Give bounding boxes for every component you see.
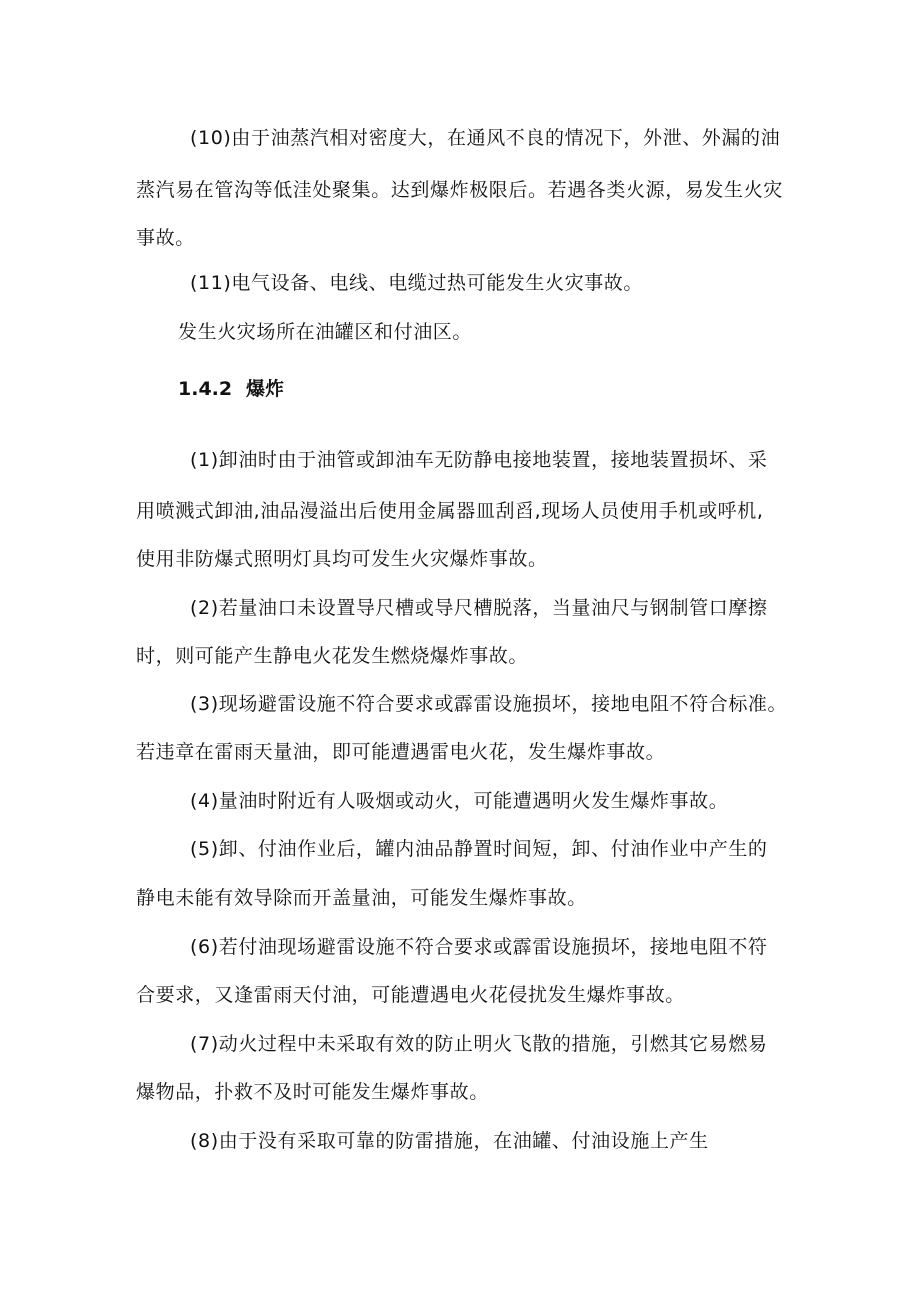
paragraph-10-line-2: 蒸汽易在管沟等低洼处聚集。达到爆炸极限后。若遇各类火源，易发生火灾 [136,179,783,201]
item-5-line-2: 静电未能有效导除而开盖量油，可能发生爆炸事故。 [136,887,587,909]
fire-location-line-1: 发生火灾场所在油罐区和付油区。 [178,321,473,343]
item-8-line-1: (8)由于没有采取可靠的防雷措施，在油罐、付油设施上产生 [190,1130,709,1152]
item-6-line-1: (6)若付油现场避雷设施不符合要求或霹雷设施损坏，接地电阻不符 [190,936,768,958]
section-title: 爆炸 [246,378,285,400]
item-7-line-1: (7)动火过程中未采取有效的防止明火飞散的措施，引燃其它易燃易 [190,1033,768,1055]
item-3-line-1: (3)现场避雷设施不符合要求或霹雷设施损坏，接地电阻不符合标准。 [190,693,788,715]
item-1-line-2: 用喷溅式卸油,油品漫溢出后使用金属器皿刮舀,现场人员使用手机或呼机, [136,500,764,522]
item-4-line-1: (4)量油时附近有人吸烟或动火，可能遭遇明火发生爆炸事故。 [190,790,729,812]
paragraph-11-line-1: (11)电气设备、电线、电缆过热可能发生火灾事故。 [190,272,644,294]
section-number: 1.4.2 [178,378,233,400]
paragraph-10-line-1: (10)由于油蒸汽相对密度大，在通风不良的情况下，外泄、外漏的油 [190,127,781,149]
item-2-line-1: (2)若量油口未设置导尺槽或导尺槽脱落，当量油尺与钢制管口摩擦 [190,597,768,619]
item-2-line-2: 时，则可能产生静电火花发生燃烧爆炸事故。 [136,645,529,667]
item-6-line-2: 合要求，又逢雷雨天付油，可能遭遇电火花侵扰发生爆炸事故。 [136,984,685,1006]
item-1-line-1: (1)卸油时由于油管或卸油车无防静电接地装置，接地装置损坏、采 [190,449,768,471]
item-3-line-2: 若违章在雷雨天量油，即可能遭遇雷电火花，发生爆炸事故。 [136,741,666,763]
item-7-line-2: 爆物品，扑救不及时可能发生爆炸事故。 [136,1081,489,1103]
item-1-line-3: 使用非防爆式照明灯具均可发生火灾爆炸事故。 [136,548,548,570]
item-5-line-1: (5)卸、付油作业后，罐内油品静置时间短，卸、付油作业中产生的 [190,838,768,860]
section-heading [178,377,284,401]
paragraph-10-line-3: 事故。 [136,227,195,249]
